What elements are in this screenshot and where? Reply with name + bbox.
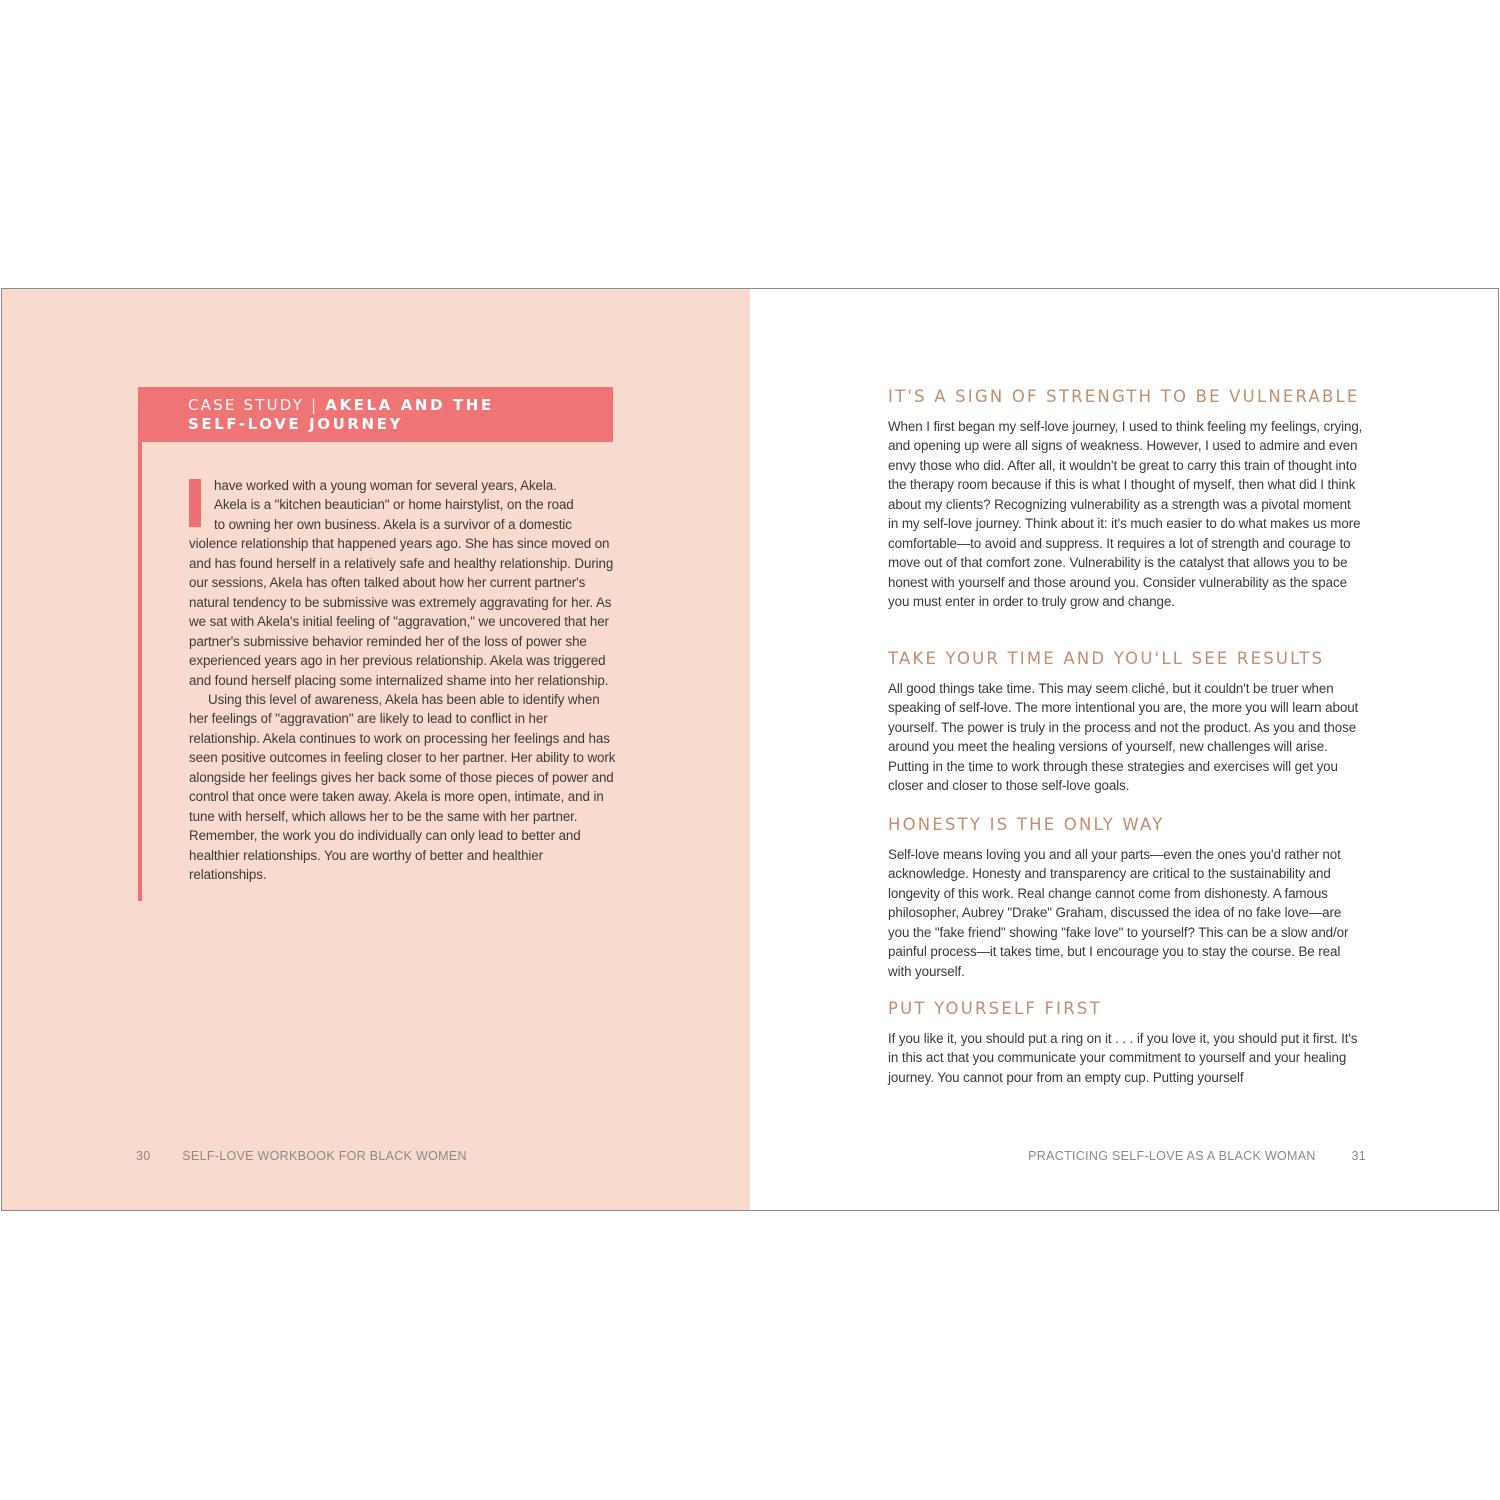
- case-line-2: Akela is a "kitchen beautician" or home hairstylist, on the road: [214, 497, 574, 513]
- section-put-yourself-first: [888, 999, 1364, 1087]
- left-footer: [136, 1149, 467, 1163]
- left-page: [2, 289, 750, 1210]
- case-study-rule: [138, 387, 142, 901]
- section-text: If you like it, you should put a ring on it . . . if you love it, you should put it first. It's in this act that you communicate your commitment to yourself and your healing journey. You cannot pour from an empty cup. Putting yourself: [888, 1031, 1358, 1085]
- section-text: Self-love means loving you and all your parts—even the ones you'd rather not acknowledge. Honesty and transparency are critical to the sustainability and longevity of this work. Real change cannot come from dishonesty. A famous philosopher, Aubrey "Drake" Graham, discussed the idea of no fake love—are you the "fake friend" showing "fake love" to yourself? This can be a slow and/or painful process—it takes time, but I encourage you to stay the course. Be real with yourself.: [888, 847, 1349, 979]
- right-footer: [1028, 1149, 1366, 1163]
- case-study-title-1: AKELA AND THE: [325, 396, 494, 414]
- section-heading: HONESTY IS THE ONLY WAY: [888, 815, 1165, 834]
- section-heading: PUT YOURSELF FIRST: [888, 999, 1102, 1018]
- case-study-body: [189, 476, 617, 885]
- section-heading: IT'S A SIGN OF STRENGTH TO BE VULNERABLE: [888, 387, 1360, 406]
- section-honesty: [888, 815, 1364, 981]
- running-title-left: SELF-LOVE WORKBOOK FOR BLACK WOMEN: [182, 1149, 467, 1163]
- case-paragraph-1-rest: violence relationship that happened years ago. She has since moved on and has found herself in a relatively safe and healthy relationship. During our sessions, Akela has often talked about how her current partner's natural tendency to be submissive was extremely aggravating for her. As we sat with Akela's initial feeling of "aggravation," we uncovered that her partner's submissive behavior reminded her of the loss of power she experienced years ago in her previous relationship. Akela was triggered and found herself placing some internalized shame into her relationship.: [189, 536, 614, 688]
- case-study-label: CASE STUDY |: [188, 396, 326, 414]
- case-paragraph-2: Using this level of awareness, Akela has been able to identify when her feelings of "aggravation" are likely to lead to conflict in her relationship. Akela continues to work on processing her feelings and has seen positive outcomes in feeling closer to her partner. Her ability to work alongside her feelings gives her back some of those pieces of power and control that once were taken away. Akela is more open, intimate, and in tune with herself, which allows her to be the same with her partner. Remember, the work you do individually can only lead to better and healthier relationships. You are worthy of better and healthier relationships.: [189, 691, 616, 883]
- page-number-right: 31: [1351, 1149, 1366, 1163]
- case-line-1: have worked with a young woman for several years, Akela.: [214, 478, 557, 493]
- section-text: When I first began my self-love journey, I used to think feeling my feelings, crying, and opening up were all signs of weakness. However, I used to admire and even envy those who did. After all, it wouldn't be great to carry this train of thought into the therapy room because if this is what I thought of myself, then what did I think about my clients? Recognizing vulnerability as a strength was a pivotal moment in my self-love journey. Think about it: it's much easier to do what makes us more comfortable—to avoid and suppress. It requires a lot of strength and courage to move out of that comfort zone. Vulnerability is the catalyst that allows you to be honest with yourself and those around you. Consider vulnerability as the space you must enter in order to truly grow and change.: [888, 419, 1363, 610]
- case-paragraph-1: [189, 476, 617, 690]
- section-vulnerable: [888, 387, 1364, 612]
- book-spread: [1, 288, 1499, 1211]
- right-page: [750, 289, 1498, 1210]
- section-heading: TAKE YOUR TIME AND YOU'LL SEE RESULTS: [888, 649, 1325, 668]
- case-line-3: to owning her own business. Akela is a survivor of a domestic: [214, 516, 572, 532]
- section-text: All good things take time. This may seem cliché, but it couldn't be truer when speaking of self-love. The more intentional you are, the more you will learn about yourself. The power is truly in the process and not the product. As you and those around you meet the healing versions of yourself, new challenges will arise. Putting in the time to work through these strategies and exercises will get you closer and closer to those self-love goals.: [888, 681, 1359, 794]
- page-number-left: 30: [136, 1149, 151, 1163]
- case-study-title-2: SELF-LOVE JOURNEY: [188, 415, 403, 433]
- running-title-right: PRACTICING SELF-LOVE AS A BLACK WOMAN: [1028, 1149, 1316, 1163]
- case-study-banner: [138, 387, 613, 442]
- section-take-time: [888, 649, 1364, 796]
